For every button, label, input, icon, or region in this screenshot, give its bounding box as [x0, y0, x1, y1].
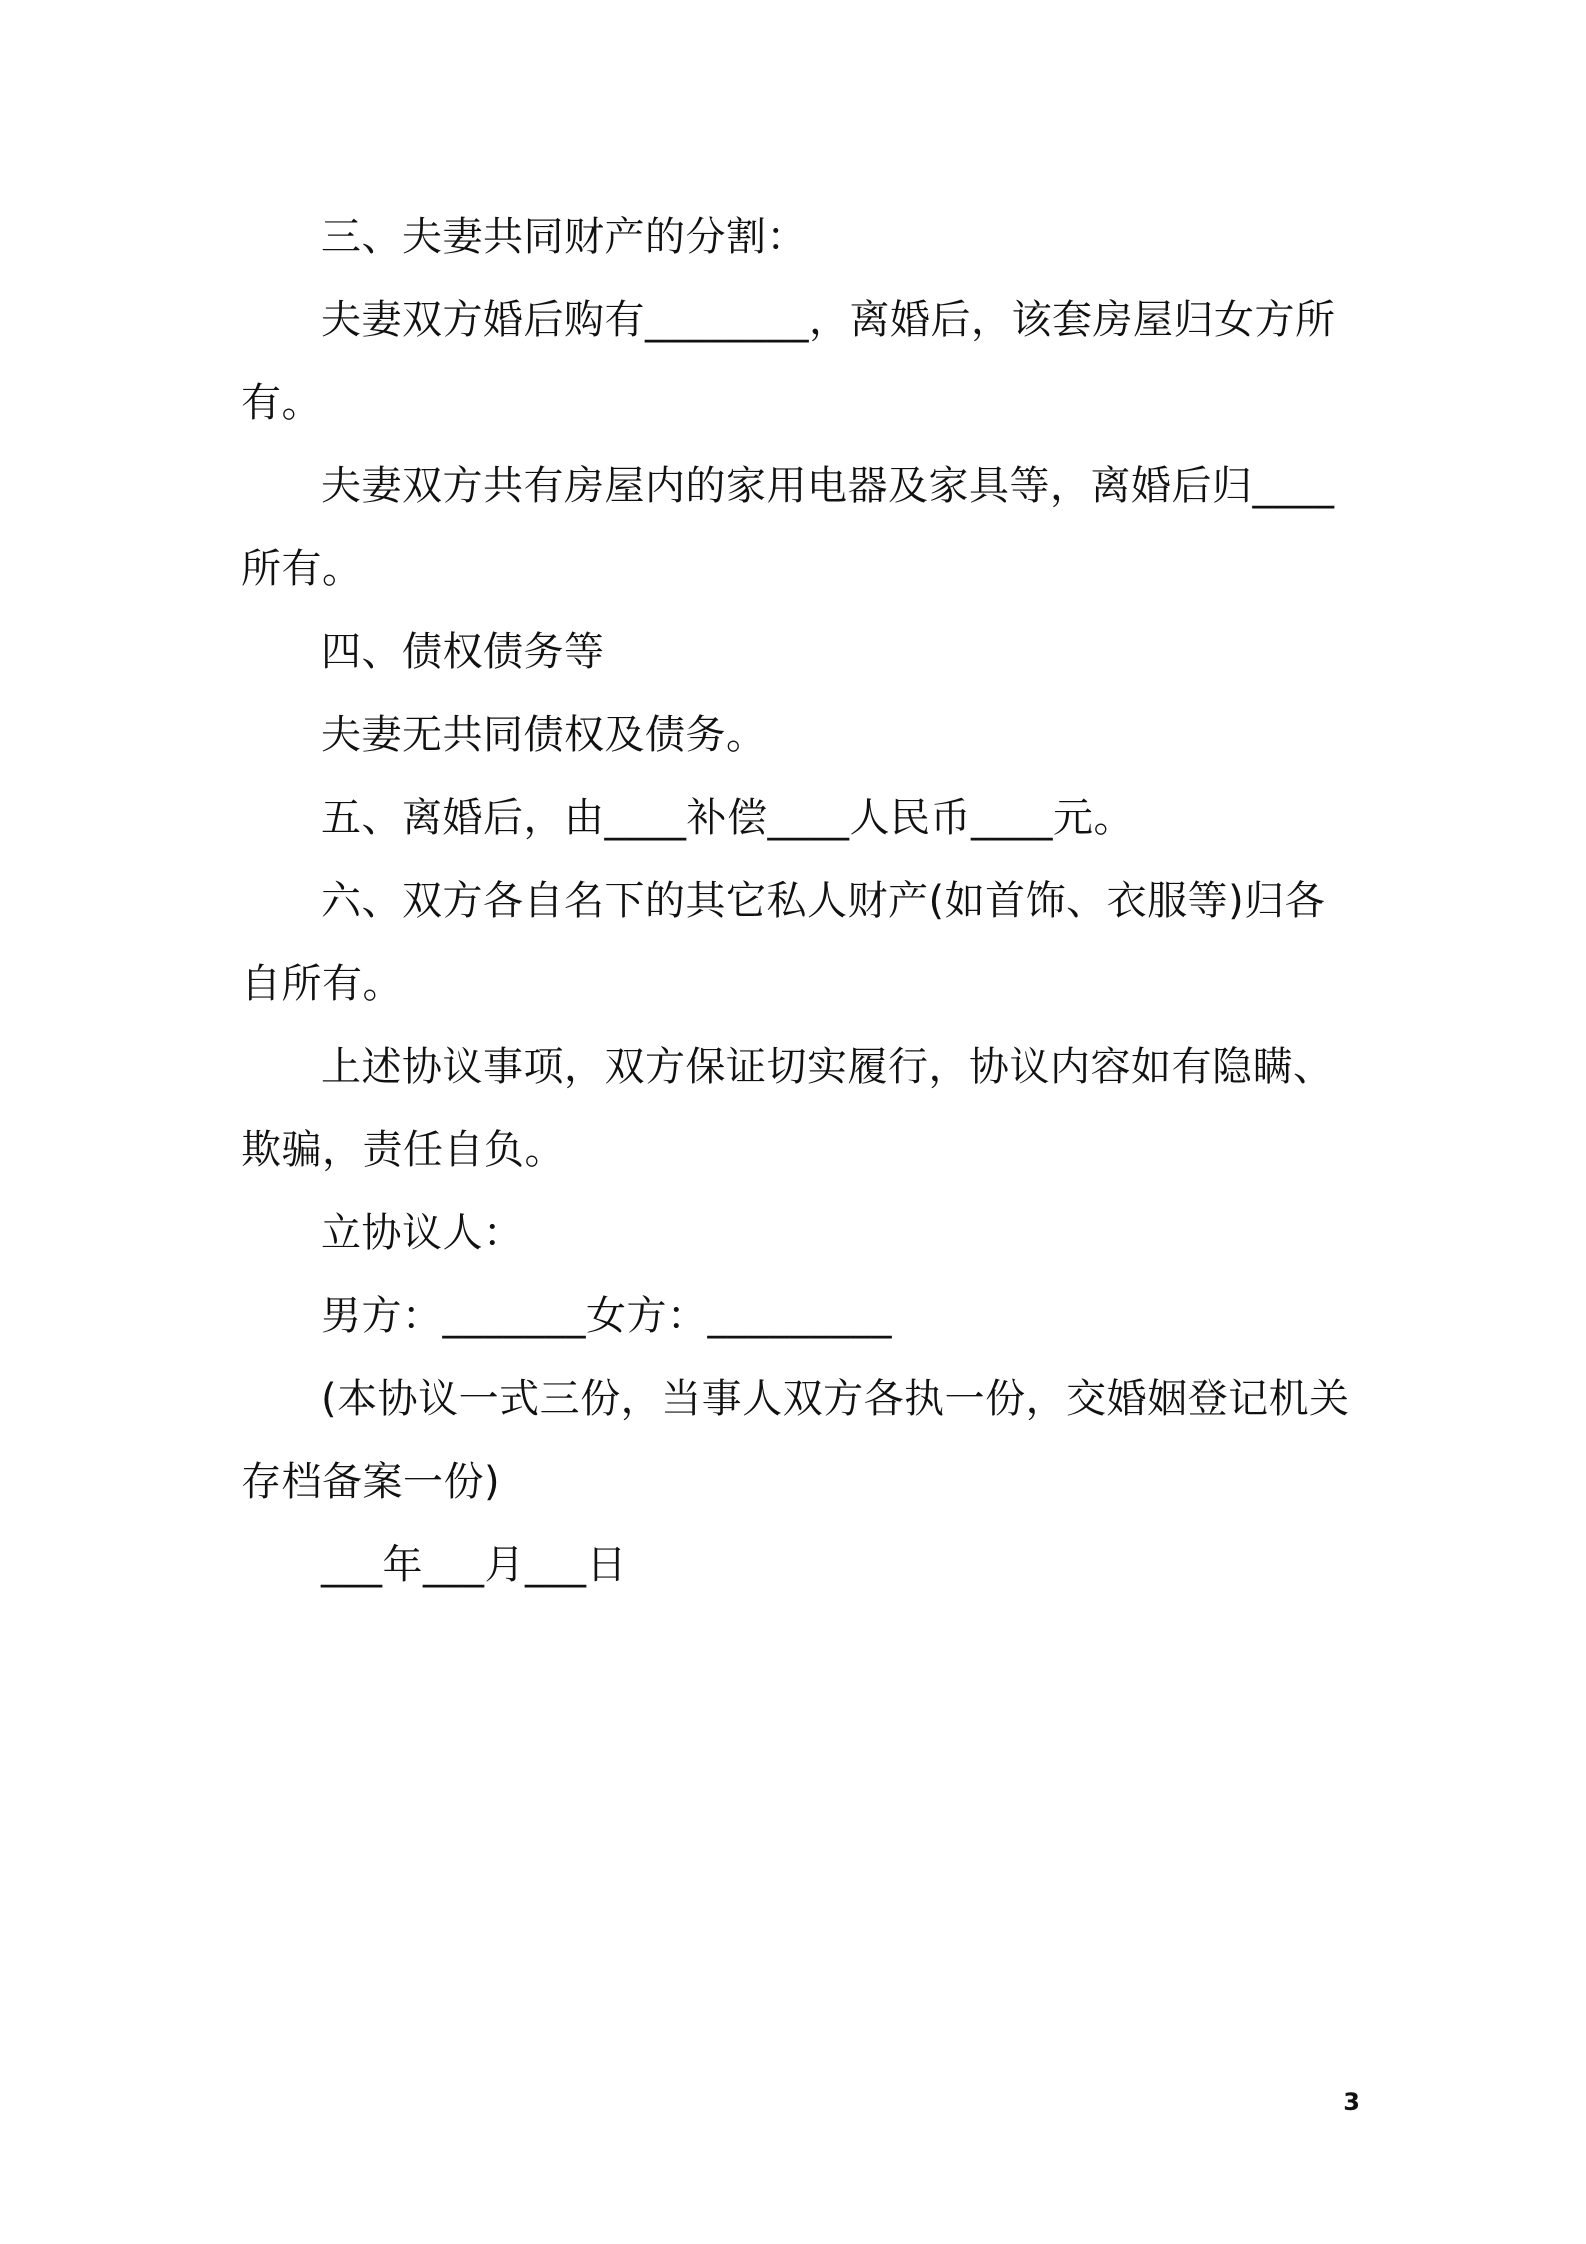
copies-note: (本协议一式三份，当事人双方各执一份，交婚姻登记机关存档备案一份) [241, 1376, 1350, 1505]
document-body [241, 196, 1357, 1607]
section-compensation: 五、离婚后，由____补偿____人民币____元。 [321, 795, 1134, 841]
paragraph-appliances-furniture: 夫妻双方共有房屋内的家用电器及家具等，离婚后归____所有。 [241, 463, 1335, 592]
paragraph-house-ownership: 夫妻双方婚后购有________，离婚后，该套房屋归女方所有。 [241, 297, 1336, 426]
paragraph-guarantee: 上述协议事项，双方保证切实履行，协议内容如有隐瞒、欺骗，责任自负。 [241, 1044, 1334, 1173]
section-private-property: 六、双方各自名下的其它私人财产(如首饰、衣服等)归各自所有。 [241, 878, 1326, 1007]
date-line: ___年___月___日 [321, 1542, 627, 1588]
signatories-label: 立协议人： [321, 1210, 524, 1256]
section-heading-debts: 四、债权债务等 [321, 629, 605, 675]
signature-lines: 男方：_______女方：_________ [321, 1293, 892, 1339]
page-number: 3 [1343, 2088, 1360, 2116]
paragraph-no-debts: 夫妻无共同债权及债务。 [321, 712, 767, 758]
section-heading-property-division: 三、夫妻共同财产的分割： [321, 214, 807, 260]
